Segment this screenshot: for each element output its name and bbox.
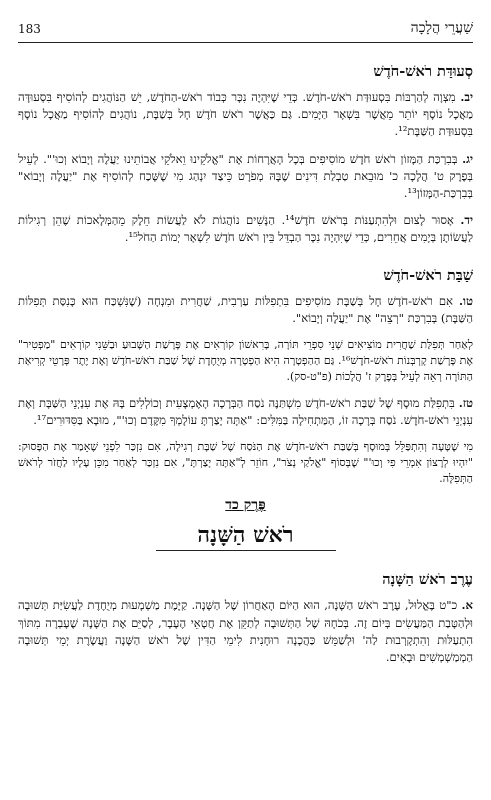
section-title: סְעוּדַּת רֹאשׁ-חֹדֶשׁ	[373, 63, 473, 80]
paragraph-label: יב.	[460, 90, 473, 104]
page-content	[18, 63, 473, 666]
paragraph-text: אִם רֹאשׁ-חֹדֶשׁ חָל בְּשַׁבָּת מוֹסִיפִים בִּתְפִלּוֹת עַרְבִית, שַׁחֲרִית וּמִנְחָה (שֶׁנִּשְׁכַּח הוּא כָּנִסַּת תְּפִלּוֹת הַשַּׁבָּת) בְּבִרְכַּת "רְצֵה" אֶת "יַעֲלֶה וְיָבוֹא".	[18, 293, 473, 325]
paragraph-text: לְאַחַר תְּפִלַּת שַׁחֲרִית מוֹצִיאִים שְׁנֵי סִפְרֵי תּוֹרָה, בָּרִאשׁוֹן קוֹרְאִים אֶת פָּרָשַׁת הַשָּׁבוּעַ וּבַשֵּׁנִי קוֹרְאִים "מַפְטִיר" אֶת פָּרָשַׁת קָרְבְּנוֹת רֹאשׁ-חֹדֶשׁ¹⁶. גַּם הַהַפְטָרָה הִיא הַפְטָרָה מְיֻחֶדֶת שֶׁל שַׁבַּת רֹאשׁ-חֹדֶשׁ וְאֶת יֶתֶר פְּרָטֵי קְרִיאַת הַתּוֹרָה רְאֵה לְעֵיל בְּפֶרֶק ז' הֲלָכוֹת (פ"ט-סק).	[18, 338, 473, 384]
halacha-paragraph	[18, 151, 473, 203]
halacha-paragraph	[18, 337, 473, 385]
halacha-paragraph	[18, 395, 473, 429]
paragraph-text: מִצְוָה לְהַרְבּוֹת בִּסְעוּדַּת רֹאשׁ-חֹדֶשׁ. כְּדֵי שֶׁיִּהְיֶה נִכָּר כְּבוֹד רֹאשׁ-הַחֹדֶשׁ, יֵשׁ הַנּוֹהֲגִים לְהוֹסִיף בִּסְעוּדָּה מַאֲכָל נוֹסָף יוֹתֵר מֵאֲשֶׁר בִּשְׁאָר הַיָּמִים. גַּם כַּאֲשֶׁר רֹאשׁ חֹדֶשׁ חָל בְּשַׁבָּת, נוֹהֲגִים לְהוֹסִיף מַאֲכָל נוֹסָף בִּסְעוּדַּת הַשַּׁבָּת¹².	[18, 90, 473, 139]
section-title: שַׁבַּת רֹאשׁ-חֹדֶשׁ	[383, 266, 473, 284]
paragraph-label: יג.	[462, 151, 474, 166]
chapter-number: פֶּרֶק כד	[225, 497, 266, 514]
paragraph-text: בְּבִרְכַּת הַמָּזוֹן רֹאשׁ חֹדֶשׁ מוֹסִיפִים בְּכָל הָאֲרָחוֹת אֶת "אֱלֹקֵינוּ וֵאלֹקֵי אֲבוֹתֵינוּ יַעֲלֶה וְיָבוֹא וְכוּ'". לְעֵיל בְּפֶרֶק ט' הֲלָכָה כ' מוּבֵאת טַבְלַת דִּינִים שֶׁבָּהּ מְפֹרָט כֵּיצַד יִנְהַג מִי שֶׁשָּׁכַח לְהוֹסִיף אֶת "יַעֲלֶה וְיָבוֹא" בְּבִרְכַּת-הַמָּזוֹן¹³.	[18, 151, 473, 201]
halacha-paragraph	[18, 89, 473, 141]
halacha-paragraph	[18, 212, 473, 246]
title-divider	[156, 550, 336, 551]
paragraph-text: מִי שֶׁטָּעָה וְהִתְפַּלֵּל בְּמוּסָף בְּשַׁבַּת רֹאשׁ-חֹדֶשׁ אֶת הַנֹּסַח שֶׁל שַׁבָּת רְגִילָה, אִם נִזְכַּר לִפְנֵי שֶׁאָמַר אֶת הַפָּסוּק: "יִהְיוּ לְרָצוֹן אִמְרֵי פִי וְכוּ'" שֶׁבְּסוֹף "אֱלֹקַי נְצֹר", חוֹזֵר לְ"אַתָּה יָצַרְתָּ", אִם נִזְכַּר לְאַחַר מִכֵּן עָלָיו לַחֲזֹר לְרֹאשׁ הַתְּפִלָּה.	[18, 440, 473, 486]
paragraph-text: כ"ט בֶּאֱלוּל, עֶרֶב רֹאשׁ הַשָּׁנָה, הוּא הַיּוֹם הָאַחֲרוֹן שֶׁל הַשָּׁנָה. קַיֶּמֶת מַשְׁמָעוּת מְיֻחֶדֶת לַעֲשִׂיַּת תְּשׁוּבָה וּלְהַטָּבַת הַמַּעֲשִׂים בְּיוֹם זֶה. בְּכֹחָהּ שֶׁל הַתְּשׁוּבָה לְתַקֵּן אֶת חֲטָאֵי הֶעָבָר, לְסַיֵּם אֶת הַשָּׁנָה שֶׁעָבְרָה מִתּוֹךְ הִתְעַלּוּת וְהִתְקָרְבוּת לַה' וּלְשַׁמֵּשׁ כַּהֲכָנָה רוּחָנִית לִימֵי הַדִּין שֶׁל רֹאשׁ הַשָּׁנָה וַעֲשֶׂרֶת יְמֵי תְּשׁוּבָה הַמְמַשְׁמְשִׁים וּבָאִים.	[18, 598, 473, 665]
page-header	[18, 8, 473, 43]
halacha-paragraph	[18, 439, 473, 487]
paragraph-label: טו.	[459, 293, 474, 308]
running-title: שַׁעֲרֵי הֲלָכָה	[410, 20, 473, 36]
halacha-paragraph	[18, 597, 473, 666]
paragraph-label: טז.	[458, 396, 474, 411]
chapter-title: רֹאשׁ הַשָּׁנָה	[197, 522, 294, 549]
paragraph-label: יד.	[460, 213, 474, 228]
paragraph-label: א.	[461, 598, 473, 613]
section-title: עֶרֶב רֹאשׁ הַשָּׁנָה	[382, 571, 473, 589]
paragraph-text: בִּתְפִלַּת מוּסָף שֶׁל שַׁבַּת רֹאשׁ-חֹדֶשׁ מִשְׁתַּנֶּה נֹסַח הַבְּרָכָה הָאֶמְצָעִית וְכוֹלְלִים בָּהּ אֶת עִנְיְנֵי הַשַּׁבָּת וְאֶת עִנְיְנֵי רֹאשׁ-חֹדֶשׁ. נֹסַח בְּרָכָה זוֹ, הַמַּתְחִילָה בַּמִּלִּים: "אַתָּה יָצַרְתָּ עוֹלָמְךָ מִקֶּדֶם וְכוּ'", מוּבָא בַּסִּדּוּרִים¹⁷.	[18, 396, 473, 428]
paragraph-text: אָסוּר לָצוּם וּלְהִתְעַנּוֹת בְּרֹאשׁ חֹדֶשׁ¹⁴. הַנָּשִׁים נוֹהֲגוֹת לֹא לַעֲשׂוֹת חֵלֶק מֵהַמְּלָאכוֹת שֶׁהֵן רְגִילוֹת לַעֲשׂוֹתָן בְּיָמִים אֲחֵרִים, כְּדֵי שֶׁיִּהְיֶה נִכָּר הַבְדֵּל בֵּין רֹאשׁ חֹדֶשׁ לִשְׁאָר יְמוֹת הַחֹל¹⁵.	[18, 213, 473, 245]
page-number: 183	[18, 22, 41, 36]
book-page	[18, 8, 473, 792]
halacha-paragraph	[18, 293, 473, 327]
